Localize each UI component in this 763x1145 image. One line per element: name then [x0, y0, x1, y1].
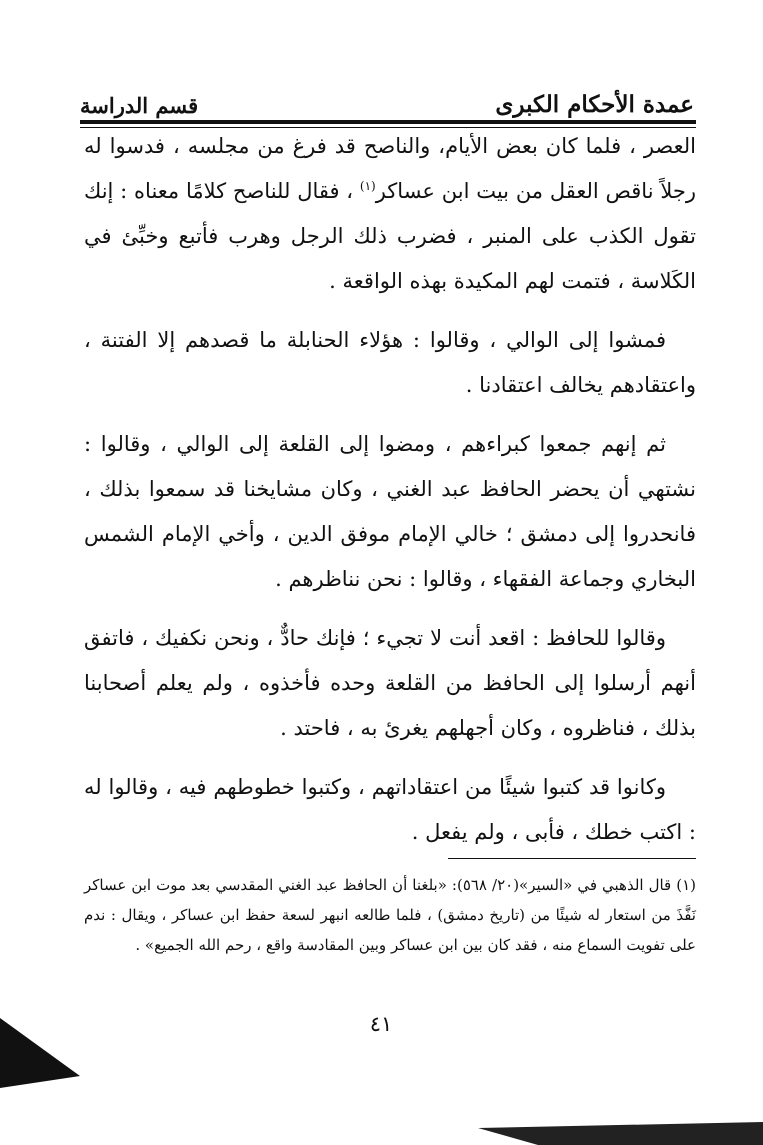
- footnote-separator: [448, 858, 696, 859]
- running-header: [80, 84, 694, 118]
- paragraph-4: وقالوا للحافظ : اقعد أنت لا تجيء ؛ فإنك حادٌّ ، ونحن نكفيك ، فاتفق أنهم أرسلوا إلى الحافظ من القلعة وحده فأخذوه ، ولم يعلم أصحابنا بذلك ، فناظروه ، وكان أجهلهم يغرئ به ، فاحتد .: [84, 626, 696, 740]
- footnote-reference[interactable]: (١): [359, 179, 376, 193]
- paragraph-2: فمشوا إلى الوالي ، وقالوا : هؤلاء الحنابلة ما قصدهم إلا الفتنة ، واعتقادهم يخالف اعتقادنا .: [84, 328, 696, 397]
- paragraph-3: ثم إنهم جمعوا كبراءهم ، ومضوا إلى القلعة إلى الوالي ، وقالوا : نشتهي أن يحضر الحافظ عبد الغني ، وكان مشايخنا قد سمعوا بذلك ، فانحدروا إلى دمشق ؛ خالي الإمام موفق الدين ، وأخي الإمام الشمس البخاري وجماعة الفقهاء ، وقالوا : نحن نناظرهم .: [84, 432, 696, 591]
- main-text: [84, 124, 696, 869]
- page-number: ٤١: [369, 1012, 393, 1036]
- paragraph-1: [84, 124, 696, 304]
- paragraph-1-start: العصر ، فلما كان بعض الأيام، والناصح قد فرغ من مجلسه ، فدسوا له رجلاً ناقص العقل من بيت ابن عساكر: [84, 134, 696, 203]
- page-edge-shadow: [478, 1122, 763, 1145]
- footnote: [84, 870, 696, 960]
- footnote-text: (١) قال الذهبي في «السير»(٢٠/ ٥٦٨): «بلغنا أن الحافظ عبد الغني المقدسي بعد موت ابن عساكر نَفَّذَ من استعار له شيئًا من (تاريخ دمشق) ، فلما طالعه انبهر لسعة حفظ ابن عساكر ، ويقال : ندم على تفويت السماع منه ، فقد كان بين ابن عساكر وبين المقادسة واقع ، رحم الله الجميع» .: [84, 876, 696, 954]
- paragraph-1-end: ، فقال للناصح كلامًا معناه : إنك تقول الكذب على المنبر ، فضرب ذلك الرجل وهرب فأتبع وخبِّئ في الكَلاسة ، فتمت لهم المكيدة بهذه الواقعة .: [84, 179, 696, 293]
- section-title: قسم الدراسة: [80, 93, 199, 118]
- book-title: عمدة الأحكام الكبرى: [495, 91, 694, 118]
- page-corner-shadow: [0, 1018, 80, 1088]
- paragraph-5: وكانوا قد كتبوا شيئًا من اعتقاداتهم ، وكتبوا خطوطهم فيه ، وقالوا له : اكتب خطك ، فأبى ، ولم يفعل .: [84, 775, 696, 844]
